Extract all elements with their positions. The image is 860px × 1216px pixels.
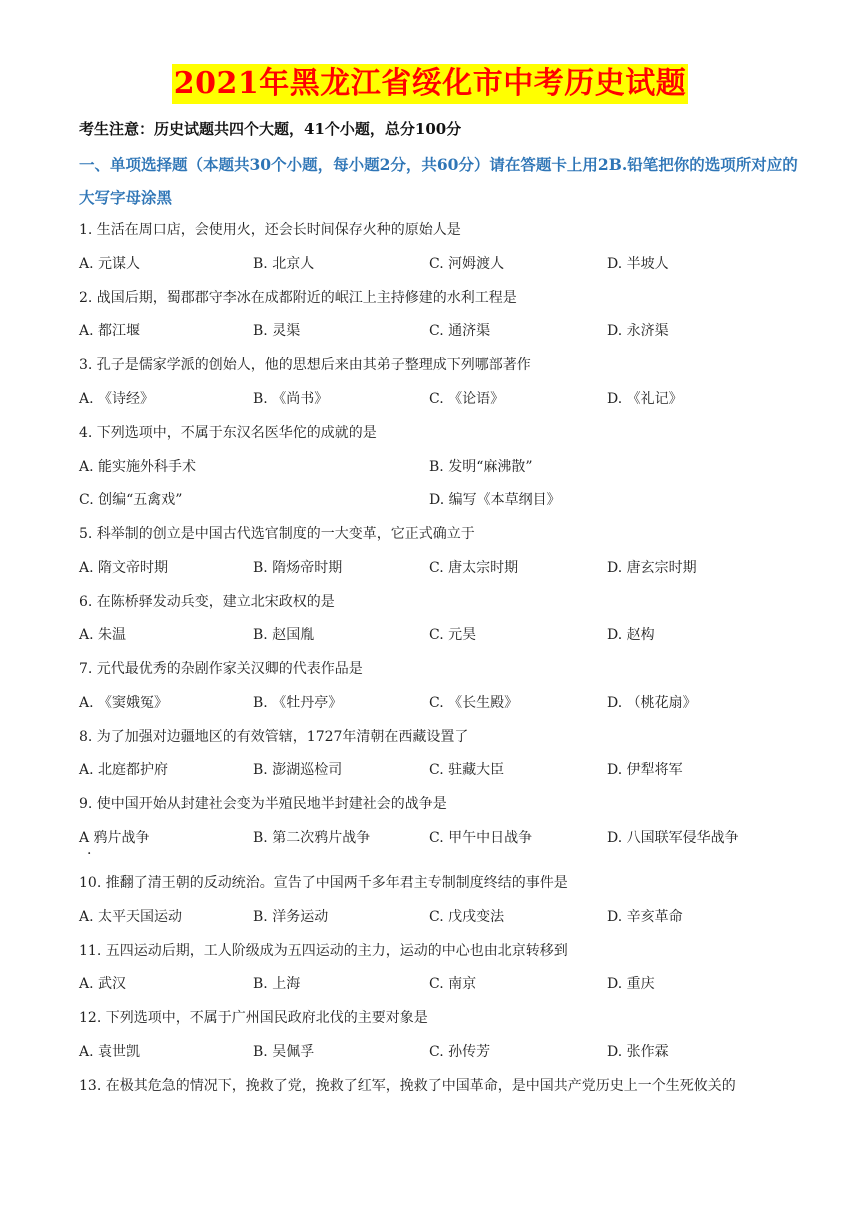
option-d: D. 永济渠 bbox=[607, 323, 669, 339]
option-b: B. 吴佩孚 bbox=[253, 1044, 315, 1060]
option-b: B. 赵国胤 bbox=[253, 627, 315, 643]
option-c: C. 《论语》 bbox=[429, 391, 505, 407]
question-stem: 1. 生活在周口店，会使用火，还会长时间保存火种的原始人是 bbox=[79, 222, 461, 238]
option-c: C. 甲午中日战争 bbox=[429, 830, 533, 846]
option-a: A. 隋文帝时期 bbox=[79, 560, 169, 576]
option-a: A. 都江堰 bbox=[79, 323, 141, 339]
option-a: A 鸦片战争 bbox=[79, 830, 150, 846]
option-c: C. 唐太宗时期 bbox=[429, 560, 519, 576]
options-row bbox=[79, 625, 799, 645]
option-d: D. 赵构 bbox=[607, 627, 655, 643]
option-a: A. 《窦娥冤》 bbox=[79, 695, 169, 711]
option-a: A. 元谋人 bbox=[79, 256, 141, 272]
question-stem: 11. 五四运动后期，工人阶级成为五四运动的主力，运动的中心也由北京转移到 bbox=[79, 943, 568, 959]
option-b: B. 隋炀帝时期 bbox=[253, 560, 343, 576]
option-b: B. 北京人 bbox=[253, 256, 315, 272]
question-stem: 13. 在极其危急的情况下，挽救了党，挽救了红军，挽救了中国革命，是中国共产党历史上一个生死攸关的 bbox=[79, 1078, 736, 1094]
exam-notice: 考生注意：历史试题共四个大题，41个小题，总分100分 bbox=[79, 120, 462, 138]
question-stem: 8. 为了加强对边疆地区的有效管辖，1727年清朝在西藏设置了 bbox=[79, 729, 469, 745]
question-stem: 6. 在陈桥驿发动兵变，建立北宋政权的是 bbox=[79, 594, 335, 610]
option-c: C. 驻藏大臣 bbox=[429, 762, 505, 778]
option-c: C. 孙传芳 bbox=[429, 1044, 491, 1060]
question-stem: 9. 使中国开始从封建社会变为半殖民地半封建社会的战争是 bbox=[79, 796, 447, 812]
option-b: B. 澎湖巡检司 bbox=[253, 762, 343, 778]
option-b: B. 第二次鸦片战争 bbox=[253, 830, 371, 846]
option-a: A. 能实施外科手术 bbox=[79, 459, 197, 475]
option-d: D. （桃花扇》 bbox=[607, 695, 697, 711]
question-stem: 5. 科举制的创立是中国古代选官制度的一大变革，它正式确立于 bbox=[79, 526, 475, 542]
option-c: C. 《长生殿》 bbox=[429, 695, 519, 711]
exam-title: 2021年黑龙江省绥化市中考历史试题 bbox=[172, 64, 689, 104]
options-row bbox=[79, 828, 799, 848]
option-d: D. 张作霖 bbox=[607, 1044, 669, 1060]
option-b: B. 洋务运动 bbox=[253, 909, 329, 925]
options-row bbox=[79, 254, 799, 274]
options-row bbox=[79, 974, 799, 994]
option-d: D. 半坡人 bbox=[607, 256, 669, 272]
options-row bbox=[79, 907, 799, 927]
options-row bbox=[79, 457, 799, 477]
options-row bbox=[79, 321, 799, 341]
options-row bbox=[79, 389, 799, 409]
options-row bbox=[79, 1042, 799, 1062]
option-d: D. 唐玄宗时期 bbox=[607, 560, 697, 576]
question-stem: 7. 元代最优秀的杂剧作家关汉卿的代表作品是 bbox=[79, 661, 363, 677]
option-b: B. 上海 bbox=[253, 976, 301, 992]
option-a: A. 北庭都护府 bbox=[79, 762, 169, 778]
option-c: C. 南京 bbox=[429, 976, 477, 992]
option-d: D. 八国联军侵华战争 bbox=[607, 830, 739, 846]
options-row bbox=[79, 490, 799, 510]
option-c: C. 戊戌变法 bbox=[429, 909, 505, 925]
option-b: B. 灵渠 bbox=[253, 323, 301, 339]
option-d: D. 《礼记》 bbox=[607, 391, 683, 407]
option-d: D. 伊犁将军 bbox=[607, 762, 683, 778]
option-c: C. 元昊 bbox=[429, 627, 477, 643]
question-stem: 10. 推翻了清王朝的反动统治。宣告了中国两千多年君主专制制度终结的事件是 bbox=[79, 875, 568, 891]
section-heading: 一、单项选择题（本题共30个小题，每小题2分，共60分）请在答题卡上用2B.铅笔把你的选项所对应的大写字母涂黑 bbox=[79, 155, 798, 207]
option-d: D. 重庆 bbox=[607, 976, 655, 992]
option-b: B. 《尚书》 bbox=[253, 391, 329, 407]
option-b: B. 《牡丹亭》 bbox=[253, 695, 343, 711]
option-d: D. 辛亥革命 bbox=[607, 909, 683, 925]
question-stem: 4. 下列选项中，不属于东汉名医华佗的成就的是 bbox=[79, 425, 377, 441]
question-stem: 3. 孔子是儒家学派的创始人，他的思想后来由其弟子整理成下列哪部著作 bbox=[79, 357, 531, 373]
question-stem: 12. 下列选项中，不属于广州国民政府北伐的主要对象是 bbox=[79, 1010, 428, 1026]
option-c: C. 河姆渡人 bbox=[429, 256, 505, 272]
stray-dot: · bbox=[87, 846, 92, 862]
options-row bbox=[79, 558, 799, 578]
option-c: C. 创编“五禽戏” bbox=[79, 492, 183, 508]
option-a: A. 朱温 bbox=[79, 627, 127, 643]
option-a: A. 太平天国运动 bbox=[79, 909, 183, 925]
title-container bbox=[0, 64, 860, 104]
option-d: D. 编写《本草纲目》 bbox=[429, 492, 561, 508]
option-a: A. 武汉 bbox=[79, 976, 127, 992]
option-a: A. 袁世凯 bbox=[79, 1044, 141, 1060]
options-row bbox=[79, 693, 799, 713]
option-c: C. 通济渠 bbox=[429, 323, 491, 339]
option-b: B. 发明“麻沸散” bbox=[429, 459, 533, 475]
option-a: A. 《诗经》 bbox=[79, 391, 155, 407]
options-row bbox=[79, 760, 799, 780]
question-stem: 2. 战国后期，蜀郡郡守李冰在成都附近的岷江上主持修建的水利工程是 bbox=[79, 290, 517, 306]
